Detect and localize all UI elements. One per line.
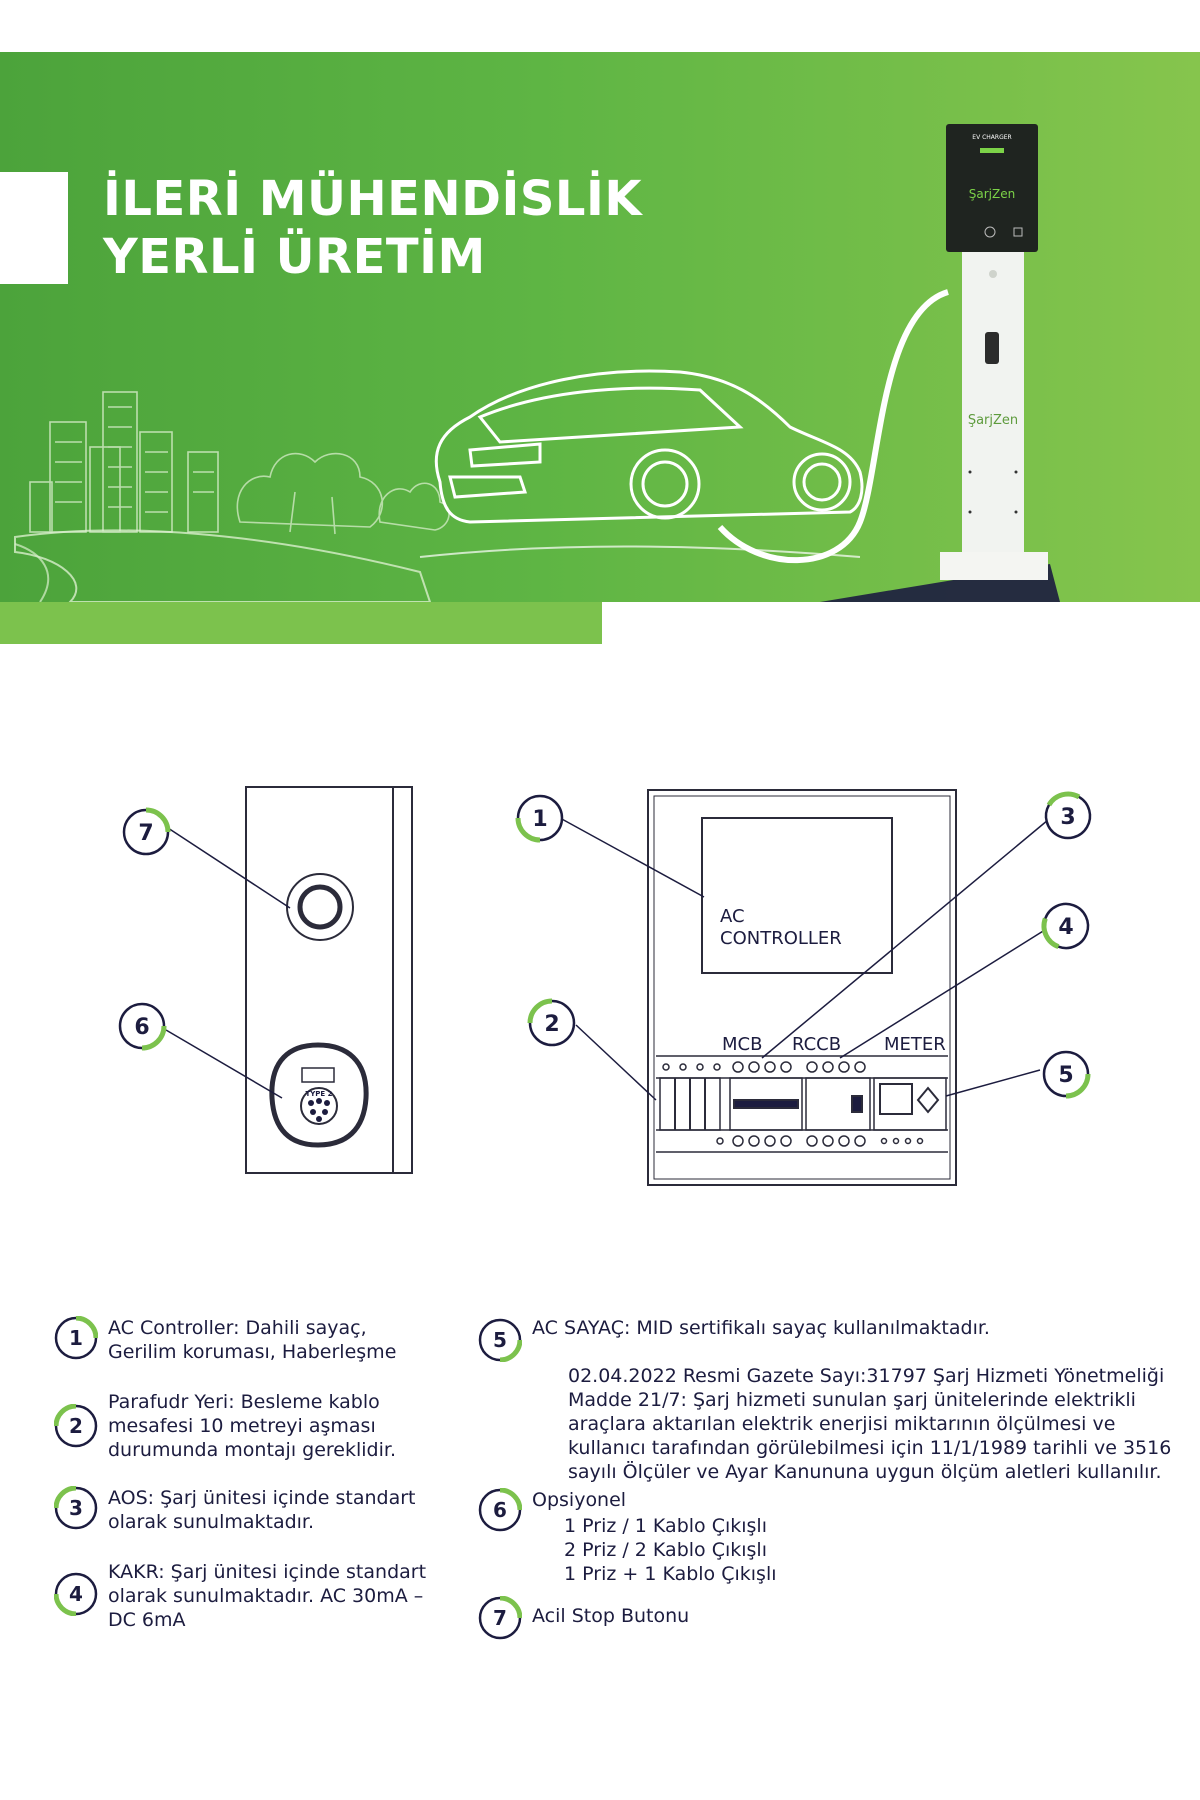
svg-text:2: 2 <box>544 1012 560 1037</box>
callout-7 <box>124 810 168 854</box>
ac-controller-box <box>702 818 892 973</box>
bottom-terminals <box>717 1136 923 1146</box>
top-terminals <box>663 1062 865 1072</box>
callout-5 <box>1044 1052 1088 1096</box>
legend-badge-7: 7 <box>478 1596 522 1640</box>
front-panel <box>246 787 412 1173</box>
svg-text:7: 7 <box>138 821 154 846</box>
legend-item-3 <box>54 1486 416 1534</box>
trees <box>237 454 449 534</box>
legend-badge-2: 2 <box>54 1404 98 1448</box>
legend-item-4 <box>54 1560 426 1632</box>
svg-text:ŞarjZen: ŞarjZen <box>967 413 1019 428</box>
svg-text:ŞarjZen: ŞarjZen <box>968 187 1016 201</box>
hero-title-line-2: YERLİ ÜRETİM <box>103 229 486 285</box>
svg-text:3: 3 <box>1060 805 1076 830</box>
callout-1 <box>518 796 562 840</box>
hero-title-line-1: İLERİ MÜHENDİSLİK <box>103 171 643 227</box>
legend-item-1 <box>54 1316 396 1364</box>
meter-label: METER <box>884 1034 946 1055</box>
ac-controller-label-2: CONTROLLER <box>720 928 842 949</box>
callout-2 <box>530 1001 574 1045</box>
legend-badge-6: 6 <box>478 1488 522 1532</box>
rccb-label: RCCB <box>792 1034 842 1055</box>
city-skyline <box>30 392 218 532</box>
hero-title <box>103 170 642 286</box>
hero-accent-block <box>0 172 68 284</box>
svg-text:1: 1 <box>532 807 548 832</box>
legend-text-2: Parafudr Yeri: Besleme kablo mesafesi 10 metreyi aşması durumunda montajı gereklidir. <box>108 1391 396 1461</box>
callout-3 <box>1038 786 1098 846</box>
legend-badge-1: 1 <box>54 1316 98 1360</box>
mcb-label: MCB <box>722 1034 763 1055</box>
svg-text:6: 6 <box>134 1015 150 1040</box>
hero-illustration <box>0 52 1200 602</box>
legend-text-7: Acil Stop Butonu <box>532 1605 690 1627</box>
callout-4 <box>1038 898 1094 954</box>
svg-text:EV CHARGER: EV CHARGER <box>972 134 1012 141</box>
charging-cable <box>720 292 948 560</box>
car-outline <box>436 371 862 522</box>
hero-tab-strip <box>0 602 602 644</box>
socket-type-label: TYPE 2 <box>305 1090 333 1098</box>
legend-item-7 <box>478 1596 689 1640</box>
options-text: 1 Priz / 1 Kablo Çıkışlı 2 Priz / 2 Kablo Çıkışlı 1 Priz + 1 Kablo Çıkışlı <box>564 1515 777 1585</box>
svg-text:5: 5 <box>1058 1063 1074 1088</box>
legend-badge-5: 5 <box>478 1318 522 1362</box>
interior-panel <box>648 790 956 1185</box>
legend-text-4: KAKR: Şarj ünitesi içinde standart olarak sunulmaktadır. AC 30mA – DC 6mA <box>108 1561 427 1631</box>
socket-pins <box>308 1098 330 1122</box>
leader-lines <box>166 818 1048 1100</box>
legend-text-1: AC Controller: Dahili sayaç, Gerilim koruması, Haberleşme <box>108 1317 397 1363</box>
wiring-diagram <box>0 760 1200 1220</box>
ac-controller-label-1: AC <box>720 906 745 927</box>
callout-6 <box>120 1004 164 1048</box>
legend-text-3: AOS: Şarj ünitesi içinde standart olarak sunulmaktadır. <box>108 1487 416 1533</box>
legend-text-6: Opsiyonel <box>532 1489 627 1511</box>
legend-text-5: AC SAYAÇ: MID sertifikalı sayaç kullanılmaktadır. <box>532 1317 990 1339</box>
svg-text:4: 4 <box>1058 915 1074 940</box>
diagram-drawing <box>0 760 1200 1220</box>
hero-banner <box>0 52 1200 602</box>
legend-item-5 <box>478 1318 990 1362</box>
ev-charger-pole <box>940 252 1048 580</box>
legend-badge-3: 3 <box>54 1486 98 1530</box>
ev-charger-head <box>946 124 1038 252</box>
regulation-text: 02.04.2022 Resmi Gazete Sayı:31797 Şarj Hizmeti Yönetmeliği Madde 21/7: Şarj hizmeti sunulan şarj ünitelerinde elektrikli araçlara aktarılan elektrik enerjisi miktarının ölçülmesi ve kullanıcı tarafından görülebilmesi için 11/1/1989 tarihli ve 3516 sayılı Ölçüler ve Ayar Kanununa uygun ölçüm aletleri kullanılır. <box>568 1365 1172 1483</box>
legend-badge-4: 4 <box>54 1572 98 1616</box>
legend-item-2 <box>54 1390 396 1462</box>
